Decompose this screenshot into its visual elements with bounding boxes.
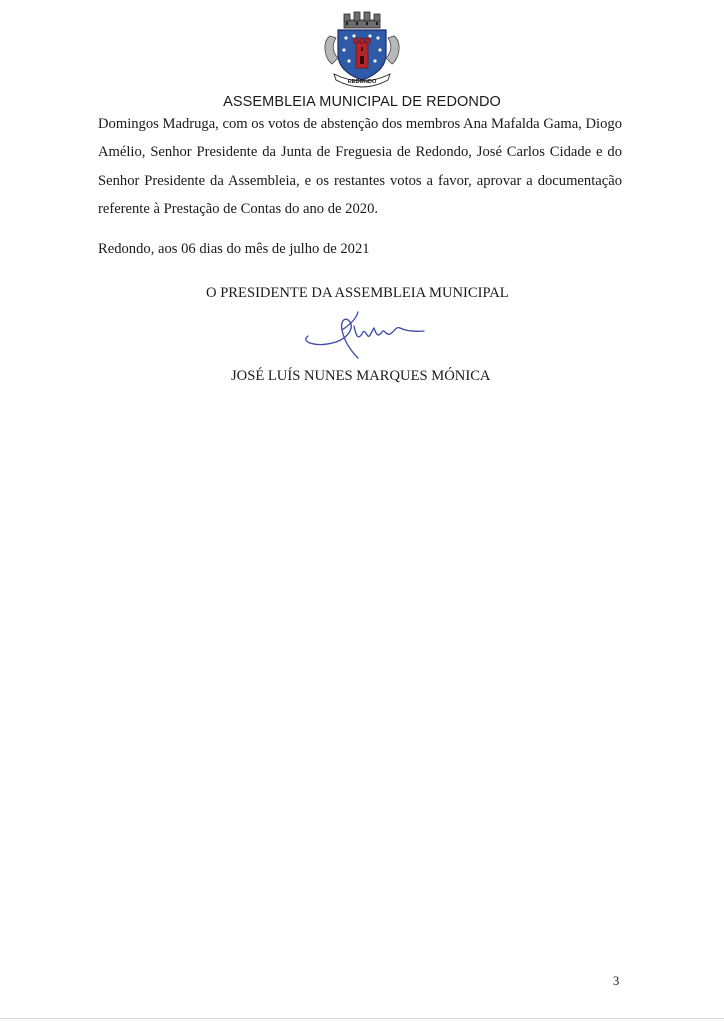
signature-icon xyxy=(296,306,438,364)
handwritten-signature xyxy=(296,306,438,364)
page-number: 3 xyxy=(613,974,620,988)
resolution-paragraph: Domingos Madruga, com os votos de abstenção dos membros Ana Mafalda Gama, Diogo Amélio, Senhor Presidente da Junta de Freguesia de Redondo, José Carlos Cidade e do Senhor Presidente da Assembleia, e os restantes votos a favor, aprovar a documentação referente à Prestação de Contas do ano de 2020. xyxy=(98,116,622,218)
page-bottom-edge xyxy=(0,1018,724,1019)
coat-of-arms-icon xyxy=(316,8,408,88)
signatory-name: JOSÉ LUÍS NUNES MARQUES MÓNICA xyxy=(231,368,491,384)
municipal-crest xyxy=(316,8,408,88)
place-and-date: Redondo, aos 06 dias do mês de julho de 2021 xyxy=(98,241,370,257)
crest-ribbon-label: REDONDO xyxy=(347,79,377,85)
assembly-heading: ASSEMBLEIA MUNICIPAL DE REDONDO xyxy=(223,94,501,110)
signatory-title: O PRESIDENTE DA ASSEMBLEIA MUNICIPAL xyxy=(206,285,509,301)
